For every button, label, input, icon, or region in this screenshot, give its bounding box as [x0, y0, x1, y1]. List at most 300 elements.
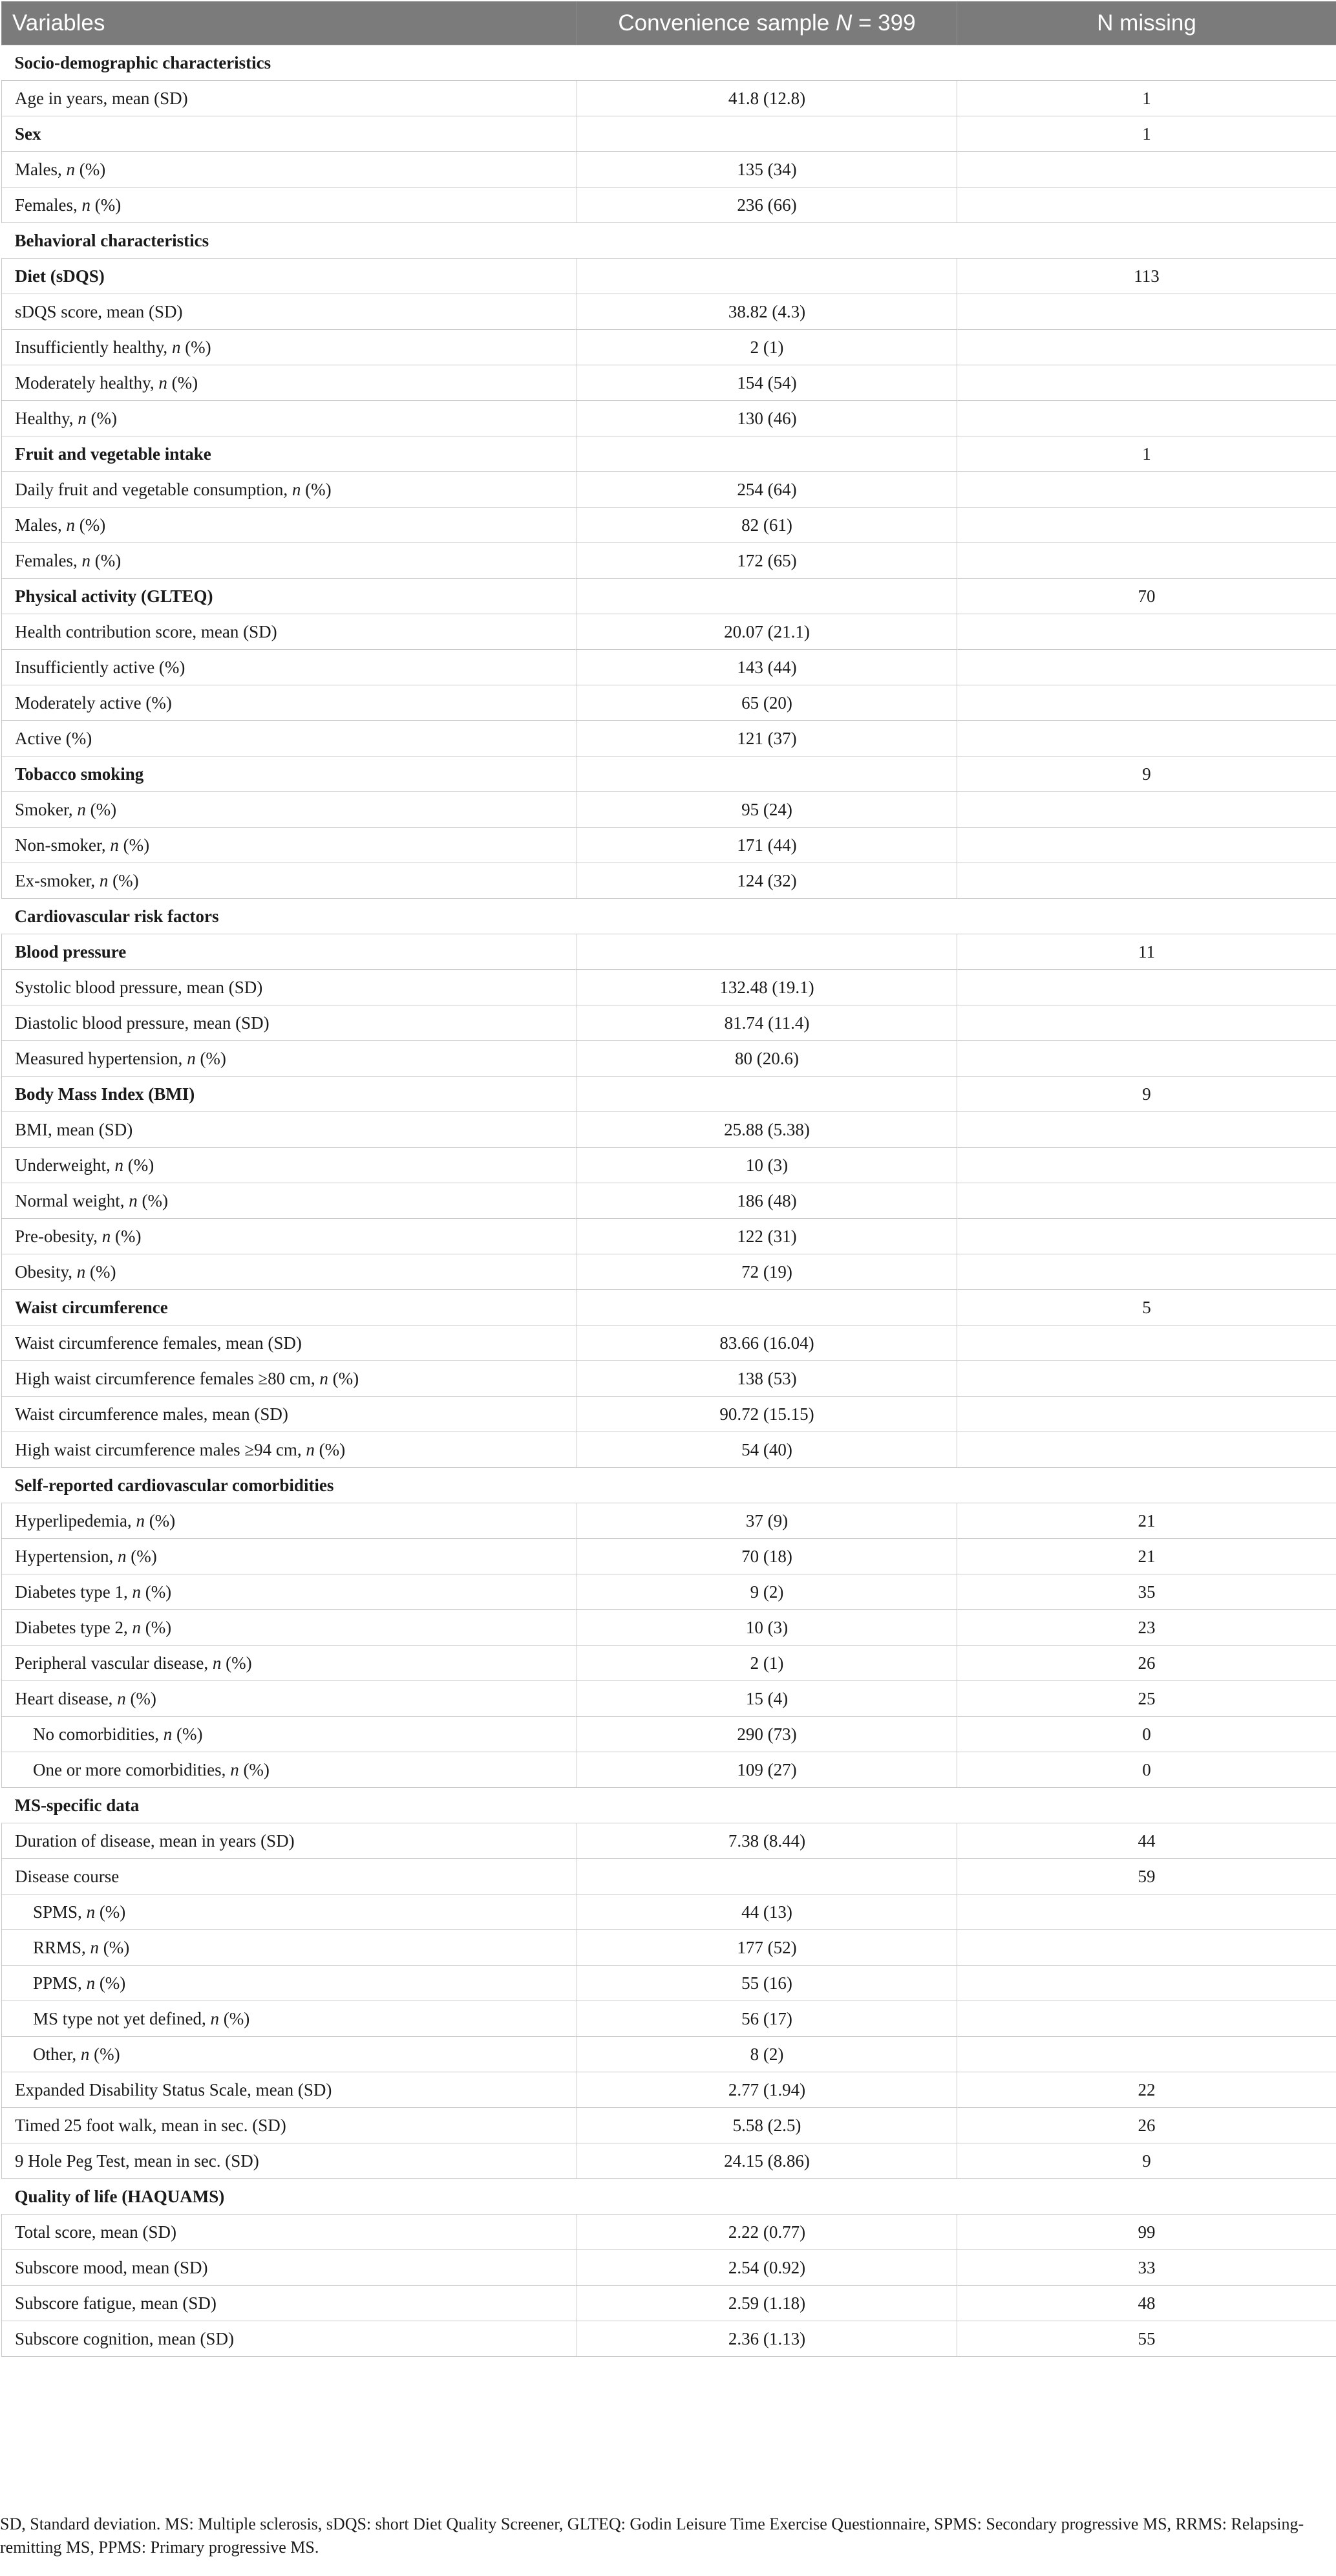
missing-count-cell: 113 — [957, 259, 1336, 294]
table-row — [2, 401, 1336, 436]
sample-value-cell: 109 (27) — [577, 1752, 957, 1788]
table-row — [2, 828, 1336, 863]
variable-label: Waist circumference females, mean (SD) — [15, 1333, 302, 1353]
stat-suffix: (%) — [218, 2008, 250, 2028]
variable-cell — [2, 970, 577, 1005]
variable-cell — [2, 330, 577, 365]
stat-suffix: (%) — [86, 408, 117, 428]
variable-label: Fruit and vegetable intake — [15, 444, 211, 464]
stat-symbol: n — [101, 1226, 111, 1246]
table-row — [2, 721, 1336, 757]
missing-count-cell — [957, 828, 1336, 863]
table-row — [2, 1254, 1336, 1290]
variable-cell — [2, 152, 577, 188]
variable-cell — [2, 223, 577, 259]
stat-symbol: n — [86, 1973, 96, 1993]
variable-label: Males, — [15, 159, 67, 179]
variable-cell — [2, 1930, 577, 1966]
missing-count-cell: 44 — [957, 1823, 1336, 1859]
variable-label: Behavioral characteristics — [14, 230, 209, 250]
table-row — [2, 1539, 1336, 1574]
variable-label: Moderately active (%) — [15, 692, 172, 713]
sample-value-cell: 83.66 (16.04) — [577, 1326, 957, 1361]
missing-count-cell: 22 — [957, 2072, 1336, 2108]
stat-suffix: (%) — [172, 1724, 203, 1744]
stat-symbol: n — [76, 1261, 86, 1282]
section-header-row — [2, 223, 1336, 259]
variable-label: Physical activity (GLTEQ) — [15, 586, 213, 606]
missing-count-cell — [957, 543, 1336, 579]
stat-suffix: (%) — [99, 1937, 130, 1957]
sample-value-cell: 20.07 (21.1) — [577, 614, 957, 650]
table-row — [2, 81, 1336, 116]
table-row — [2, 188, 1336, 223]
stat-symbol: n — [78, 408, 87, 428]
variable-cell — [2, 1574, 577, 1610]
section-header-row — [2, 899, 1336, 934]
stat-symbol: n — [99, 870, 109, 890]
missing-count-cell: 1 — [957, 116, 1336, 152]
table-row — [2, 2215, 1336, 2250]
stat-suffix: (%) — [74, 159, 106, 179]
table-row — [2, 294, 1336, 330]
missing-count-cell — [957, 1361, 1336, 1397]
stat-suffix: (%) — [314, 1439, 346, 1459]
sample-value-cell: 290 (73) — [577, 1717, 957, 1752]
stat-symbol: n — [80, 2044, 90, 2064]
missing-count-cell: 9 — [957, 2143, 1336, 2179]
stat-suffix: (%) — [95, 1973, 126, 1993]
variable-cell — [2, 685, 577, 721]
stat-symbol: n — [81, 550, 90, 570]
variable-label: Tobacco smoking — [15, 764, 144, 784]
variable-cell — [2, 650, 577, 685]
stat-suffix: (%) — [239, 1759, 270, 1779]
variable-label: High waist circumference females ≥80 cm, — [15, 1368, 320, 1388]
variable-cell — [2, 1859, 577, 1894]
variable-cell — [2, 1397, 577, 1432]
variable-label: Insufficiently healthy, — [15, 337, 172, 357]
stat-suffix: (%) — [90, 195, 122, 215]
stat-suffix: (%) — [167, 372, 198, 392]
variable-label: Males, — [15, 515, 67, 535]
stat-symbol: n — [319, 1368, 328, 1388]
table-row — [2, 970, 1336, 1005]
missing-count-cell — [957, 401, 1336, 436]
variable-cell — [2, 2179, 577, 2215]
stat-suffix: (%) — [108, 870, 139, 890]
stat-symbol: n — [230, 1759, 239, 1779]
sample-value-cell — [577, 45, 957, 81]
stat-suffix: (%) — [328, 1368, 359, 1388]
sample-value-cell: 122 (31) — [577, 1219, 957, 1254]
sample-value-cell: 171 (44) — [577, 828, 957, 863]
sample-value-cell: 2 (1) — [577, 330, 957, 365]
variable-cell — [2, 828, 577, 863]
stat-suffix: (%) — [144, 1510, 176, 1530]
table-row — [2, 2321, 1336, 2357]
stat-symbol: n — [187, 1048, 196, 1068]
variable-label: Diabetes type 2, — [15, 1617, 133, 1637]
variable-cell — [2, 401, 577, 436]
sample-value-cell — [577, 2179, 957, 2215]
sample-value-cell: 44 (13) — [577, 1894, 957, 1930]
variable-cell — [2, 2143, 577, 2179]
variable-cell — [2, 1432, 577, 1468]
sample-value-cell: 95 (24) — [577, 792, 957, 828]
sample-value-cell: 9 (2) — [577, 1574, 957, 1610]
variable-label: Hypertension, — [15, 1546, 118, 1566]
variable-label: Normal weight, — [15, 1190, 129, 1210]
variable-cell — [2, 2286, 577, 2321]
variable-cell — [2, 1219, 577, 1254]
missing-count-cell — [957, 899, 1336, 934]
variable-label: Other, — [33, 2044, 81, 2064]
missing-count-cell — [957, 365, 1336, 401]
sample-value-cell — [577, 259, 957, 294]
variable-label: Health contribution score, mean (SD) — [15, 621, 277, 641]
section-header-row — [2, 45, 1336, 81]
table-row — [2, 543, 1336, 579]
variable-cell — [2, 1539, 577, 1574]
missing-count-cell — [957, 2037, 1336, 2072]
missing-count-cell — [957, 1432, 1336, 1468]
variable-label: Timed 25 foot walk, mean in sec. (SD) — [15, 2115, 286, 2135]
table-row — [2, 1397, 1336, 1432]
section-header-row — [2, 1468, 1336, 1503]
sample-value-cell — [577, 116, 957, 152]
table-row — [2, 1219, 1336, 1254]
missing-count-cell — [957, 330, 1336, 365]
group-header-row — [2, 757, 1336, 792]
table-row — [2, 2001, 1336, 2037]
missing-count-cell — [957, 650, 1336, 685]
sample-value-cell: 5.58 (2.5) — [577, 2108, 957, 2143]
missing-count-cell: 25 — [957, 1681, 1336, 1717]
variable-cell — [2, 543, 577, 579]
table-row — [2, 1326, 1336, 1361]
table-row — [2, 1112, 1336, 1148]
missing-count-cell: 26 — [957, 2108, 1336, 2143]
variable-cell — [2, 45, 577, 81]
variable-cell — [2, 2108, 577, 2143]
stat-suffix: (%) — [180, 337, 211, 357]
variable-cell — [2, 757, 577, 792]
stat-symbol: n — [132, 1582, 141, 1602]
variable-label: 9 Hole Peg Test, mean in sec. (SD) — [15, 2151, 259, 2171]
variable-label: Subscore mood, mean (SD) — [15, 2257, 208, 2277]
stat-symbol: n — [66, 515, 75, 535]
sample-value-cell: 54 (40) — [577, 1432, 957, 1468]
missing-count-cell — [957, 614, 1336, 650]
table-row — [2, 1930, 1336, 1966]
sample-value-cell: 8 (2) — [577, 2037, 957, 2072]
missing-count-cell: 70 — [957, 579, 1336, 614]
sample-value-cell: 172 (65) — [577, 543, 957, 579]
missing-count-cell: 21 — [957, 1539, 1336, 1574]
variable-label: Daily fruit and vegetable consumption, — [15, 479, 292, 499]
missing-count-cell: 9 — [957, 757, 1336, 792]
sample-value-cell: 254 (64) — [577, 472, 957, 508]
group-header-row — [2, 436, 1336, 472]
variable-cell — [2, 1788, 577, 1823]
variable-label: Disease course — [15, 1866, 120, 1886]
missing-count-cell: 0 — [957, 1752, 1336, 1788]
table-row — [2, 2286, 1336, 2321]
variable-label: Females, — [15, 195, 82, 215]
sample-value-cell: 72 (19) — [577, 1254, 957, 1290]
stat-symbol: n — [136, 1510, 145, 1530]
table-footnote: SD, Standard deviation. MS: Multiple sclerosis, sDQS: short Diet Quality Screener, GLTEQ: Godin Leisure Time Exercise Questionnaire, SPMS: Secondary progressive MS, RRMS: Relapsing-remitting MS, PPMS: Primary progressive MS. — [0, 2515, 1304, 2557]
sample-value-cell: 2.22 (0.77) — [577, 2215, 957, 2250]
variable-cell — [2, 1717, 577, 1752]
sample-value-cell — [577, 223, 957, 259]
missing-count-cell — [957, 45, 1336, 81]
sample-value-cell: 81.74 (11.4) — [577, 1005, 957, 1041]
variable-label: Subscore fatigue, mean (SD) — [15, 2293, 217, 2313]
variable-label: Subscore cognition, mean (SD) — [15, 2328, 234, 2348]
variable-cell — [2, 1646, 577, 1681]
variable-cell — [2, 2072, 577, 2108]
sample-value-cell: 2 (1) — [577, 1646, 957, 1681]
variable-label: Expanded Disability Status Scale, mean (SD) — [15, 2079, 332, 2099]
variable-label: Quality of life (HAQUAMS) — [14, 2186, 225, 2206]
header-sample-suffix: = 399 — [852, 10, 916, 36]
stat-symbol: n — [132, 1617, 141, 1637]
variable-cell — [2, 2001, 577, 2037]
missing-count-cell — [957, 1219, 1336, 1254]
variable-label: Underweight, — [15, 1155, 115, 1175]
variable-label: Body Mass Index (BMI) — [15, 1084, 195, 1104]
stat-suffix: (%) — [89, 2044, 120, 2064]
sample-value-cell: 2.77 (1.94) — [577, 2072, 957, 2108]
variable-label: Ex-smoker, — [15, 870, 100, 890]
variable-label: Systolic blood pressure, mean (SD) — [15, 977, 263, 997]
table-row — [2, 1859, 1336, 1894]
variable-label: PPMS, — [33, 1973, 87, 1993]
variable-label: Non-smoker, — [15, 835, 111, 855]
variable-label: Self-reported cardiovascular comorbidities — [14, 1475, 334, 1495]
missing-count-cell: 23 — [957, 1610, 1336, 1646]
table-body — [2, 45, 1336, 2357]
missing-count-cell — [957, 1148, 1336, 1183]
section-header-row — [2, 2179, 1336, 2215]
variable-label: Socio-demographic characteristics — [14, 52, 271, 72]
sample-value-cell: 143 (44) — [577, 650, 957, 685]
stat-suffix: (%) — [140, 1582, 172, 1602]
header-convenience-sample — [577, 2, 957, 45]
variable-cell — [2, 1005, 577, 1041]
missing-count-cell — [957, 188, 1336, 223]
table-row — [2, 1005, 1336, 1041]
missing-count-cell — [957, 1894, 1336, 1930]
variable-cell — [2, 1041, 577, 1077]
missing-count-cell: 33 — [957, 2250, 1336, 2286]
section-header-row — [2, 1788, 1336, 1823]
table-row — [2, 1432, 1336, 1468]
stat-symbol: n — [77, 799, 86, 819]
missing-count-cell: 1 — [957, 81, 1336, 116]
sample-value-cell: 65 (20) — [577, 685, 957, 721]
stat-suffix: (%) — [95, 1902, 126, 1922]
variable-cell — [2, 863, 577, 899]
variable-label: Pre-obesity, — [15, 1226, 102, 1246]
missing-count-cell — [957, 2179, 1336, 2215]
table-row — [2, 1041, 1336, 1077]
group-header-row — [2, 259, 1336, 294]
variable-label: Sex — [15, 123, 41, 144]
variable-cell — [2, 2215, 577, 2250]
variable-label: Heart disease, — [15, 1688, 118, 1708]
variable-label: RRMS, — [33, 1937, 90, 1957]
sample-value-cell: 130 (46) — [577, 401, 957, 436]
missing-count-cell — [957, 2001, 1336, 2037]
sample-value-cell: 186 (48) — [577, 1183, 957, 1219]
stat-suffix: (%) — [140, 1617, 172, 1637]
missing-count-cell — [957, 685, 1336, 721]
variable-label: Moderately healthy, — [15, 372, 159, 392]
sample-value-cell: 24.15 (8.86) — [577, 2143, 957, 2179]
variable-cell — [2, 899, 577, 934]
sample-value-cell: 154 (54) — [577, 365, 957, 401]
table-row — [2, 1717, 1336, 1752]
missing-count-cell — [957, 1005, 1336, 1041]
variable-cell — [2, 1823, 577, 1859]
sample-value-cell — [577, 934, 957, 970]
variable-cell — [2, 792, 577, 828]
sample-value-cell: 37 (9) — [577, 1503, 957, 1539]
variable-label: Diet (sDQS) — [15, 266, 105, 286]
table-row — [2, 614, 1336, 650]
group-header-row — [2, 1077, 1336, 1112]
missing-count-cell: 11 — [957, 934, 1336, 970]
variable-cell — [2, 472, 577, 508]
variable-label: Hyperlipedemia, — [15, 1510, 136, 1530]
stat-symbol: n — [110, 835, 119, 855]
table-row — [2, 792, 1336, 828]
table-row — [2, 863, 1336, 899]
missing-count-cell: 99 — [957, 2215, 1336, 2250]
stat-suffix: (%) — [118, 835, 150, 855]
sample-value-cell: 177 (52) — [577, 1930, 957, 1966]
missing-count-cell — [957, 1183, 1336, 1219]
table-header-row — [2, 2, 1336, 45]
table-row — [2, 650, 1336, 685]
missing-count-cell: 5 — [957, 1290, 1336, 1326]
variable-cell — [2, 365, 577, 401]
table-row — [2, 1503, 1336, 1539]
variable-cell — [2, 2250, 577, 2286]
variable-label: No comorbidities, — [33, 1724, 164, 1744]
missing-count-cell — [957, 1326, 1336, 1361]
table-row — [2, 1183, 1336, 1219]
missing-count-cell — [957, 1254, 1336, 1290]
stat-symbol: n — [171, 337, 181, 357]
variable-cell — [2, 934, 577, 970]
variable-label: sDQS score, mean (SD) — [15, 301, 183, 321]
sample-value-cell: 121 (37) — [577, 721, 957, 757]
sample-value-cell: 82 (61) — [577, 508, 957, 543]
variable-label: Active (%) — [15, 728, 92, 748]
variable-cell — [2, 1681, 577, 1717]
missing-count-cell: 26 — [957, 1646, 1336, 1681]
variable-cell — [2, 508, 577, 543]
stat-suffix: (%) — [221, 1653, 252, 1673]
stat-symbol: n — [163, 1724, 173, 1744]
variable-label: Peripheral vascular disease, — [15, 1653, 213, 1673]
header-n-missing: N missing — [957, 2, 1336, 45]
stat-symbol: n — [210, 2008, 219, 2028]
variable-label: Total score, mean (SD) — [15, 2222, 177, 2242]
sample-value-cell — [577, 1077, 957, 1112]
stat-suffix: (%) — [195, 1048, 226, 1068]
table-row — [2, 1966, 1336, 2001]
variable-label: Healthy, — [15, 408, 78, 428]
table-row — [2, 1752, 1336, 1788]
sample-value-cell — [577, 1290, 957, 1326]
group-header-row — [2, 116, 1336, 152]
stat-suffix: (%) — [123, 1155, 154, 1175]
header-sample-n: N — [836, 10, 853, 36]
variable-cell — [2, 1112, 577, 1148]
characteristics-table — [1, 1, 1336, 2357]
table-row — [2, 1610, 1336, 1646]
sample-value-cell: 2.36 (1.13) — [577, 2321, 957, 2357]
variable-cell — [2, 2037, 577, 2072]
missing-count-cell — [957, 1397, 1336, 1432]
missing-count-cell — [957, 1788, 1336, 1823]
sample-value-cell: 236 (66) — [577, 188, 957, 223]
missing-count-cell — [957, 508, 1336, 543]
variable-cell — [2, 1610, 577, 1646]
variable-label: Waist circumference males, mean (SD) — [15, 1404, 288, 1424]
variable-label: Waist circumference — [15, 1297, 168, 1317]
variable-label: Diabetes type 1, — [15, 1582, 133, 1602]
variable-cell — [2, 294, 577, 330]
sample-value-cell: 7.38 (8.44) — [577, 1823, 957, 1859]
missing-count-cell — [957, 1966, 1336, 2001]
table-row — [2, 152, 1336, 188]
stat-symbol: n — [117, 1546, 127, 1566]
stat-symbol: n — [117, 1688, 126, 1708]
sample-value-cell: 55 (16) — [577, 1966, 957, 2001]
stat-symbol: n — [90, 1937, 100, 1957]
variable-cell — [2, 81, 577, 116]
stat-suffix: (%) — [137, 1190, 168, 1210]
variable-label: MS type not yet defined, — [33, 2008, 211, 2028]
variable-cell — [2, 436, 577, 472]
variable-cell — [2, 1966, 577, 2001]
missing-count-cell: 9 — [957, 1077, 1336, 1112]
variable-cell — [2, 1468, 577, 1503]
missing-count-cell — [957, 1041, 1336, 1077]
missing-count-cell — [957, 1930, 1336, 1966]
variable-label: SPMS, — [33, 1902, 87, 1922]
sample-value-cell — [577, 1859, 957, 1894]
variable-label: Measured hypertension, — [15, 1048, 187, 1068]
table-row — [2, 1894, 1336, 1930]
variable-label: Age in years, mean (SD) — [15, 88, 188, 108]
variable-cell — [2, 1183, 577, 1219]
table-row — [2, 1823, 1336, 1859]
missing-count-cell: 55 — [957, 2321, 1336, 2357]
missing-count-cell — [957, 721, 1336, 757]
sample-value-cell: 10 (3) — [577, 1148, 957, 1183]
variable-label: High waist circumference males ≥94 cm, — [15, 1439, 306, 1459]
sample-value-cell: 124 (32) — [577, 863, 957, 899]
stat-symbol: n — [292, 479, 301, 499]
missing-count-cell — [957, 152, 1336, 188]
